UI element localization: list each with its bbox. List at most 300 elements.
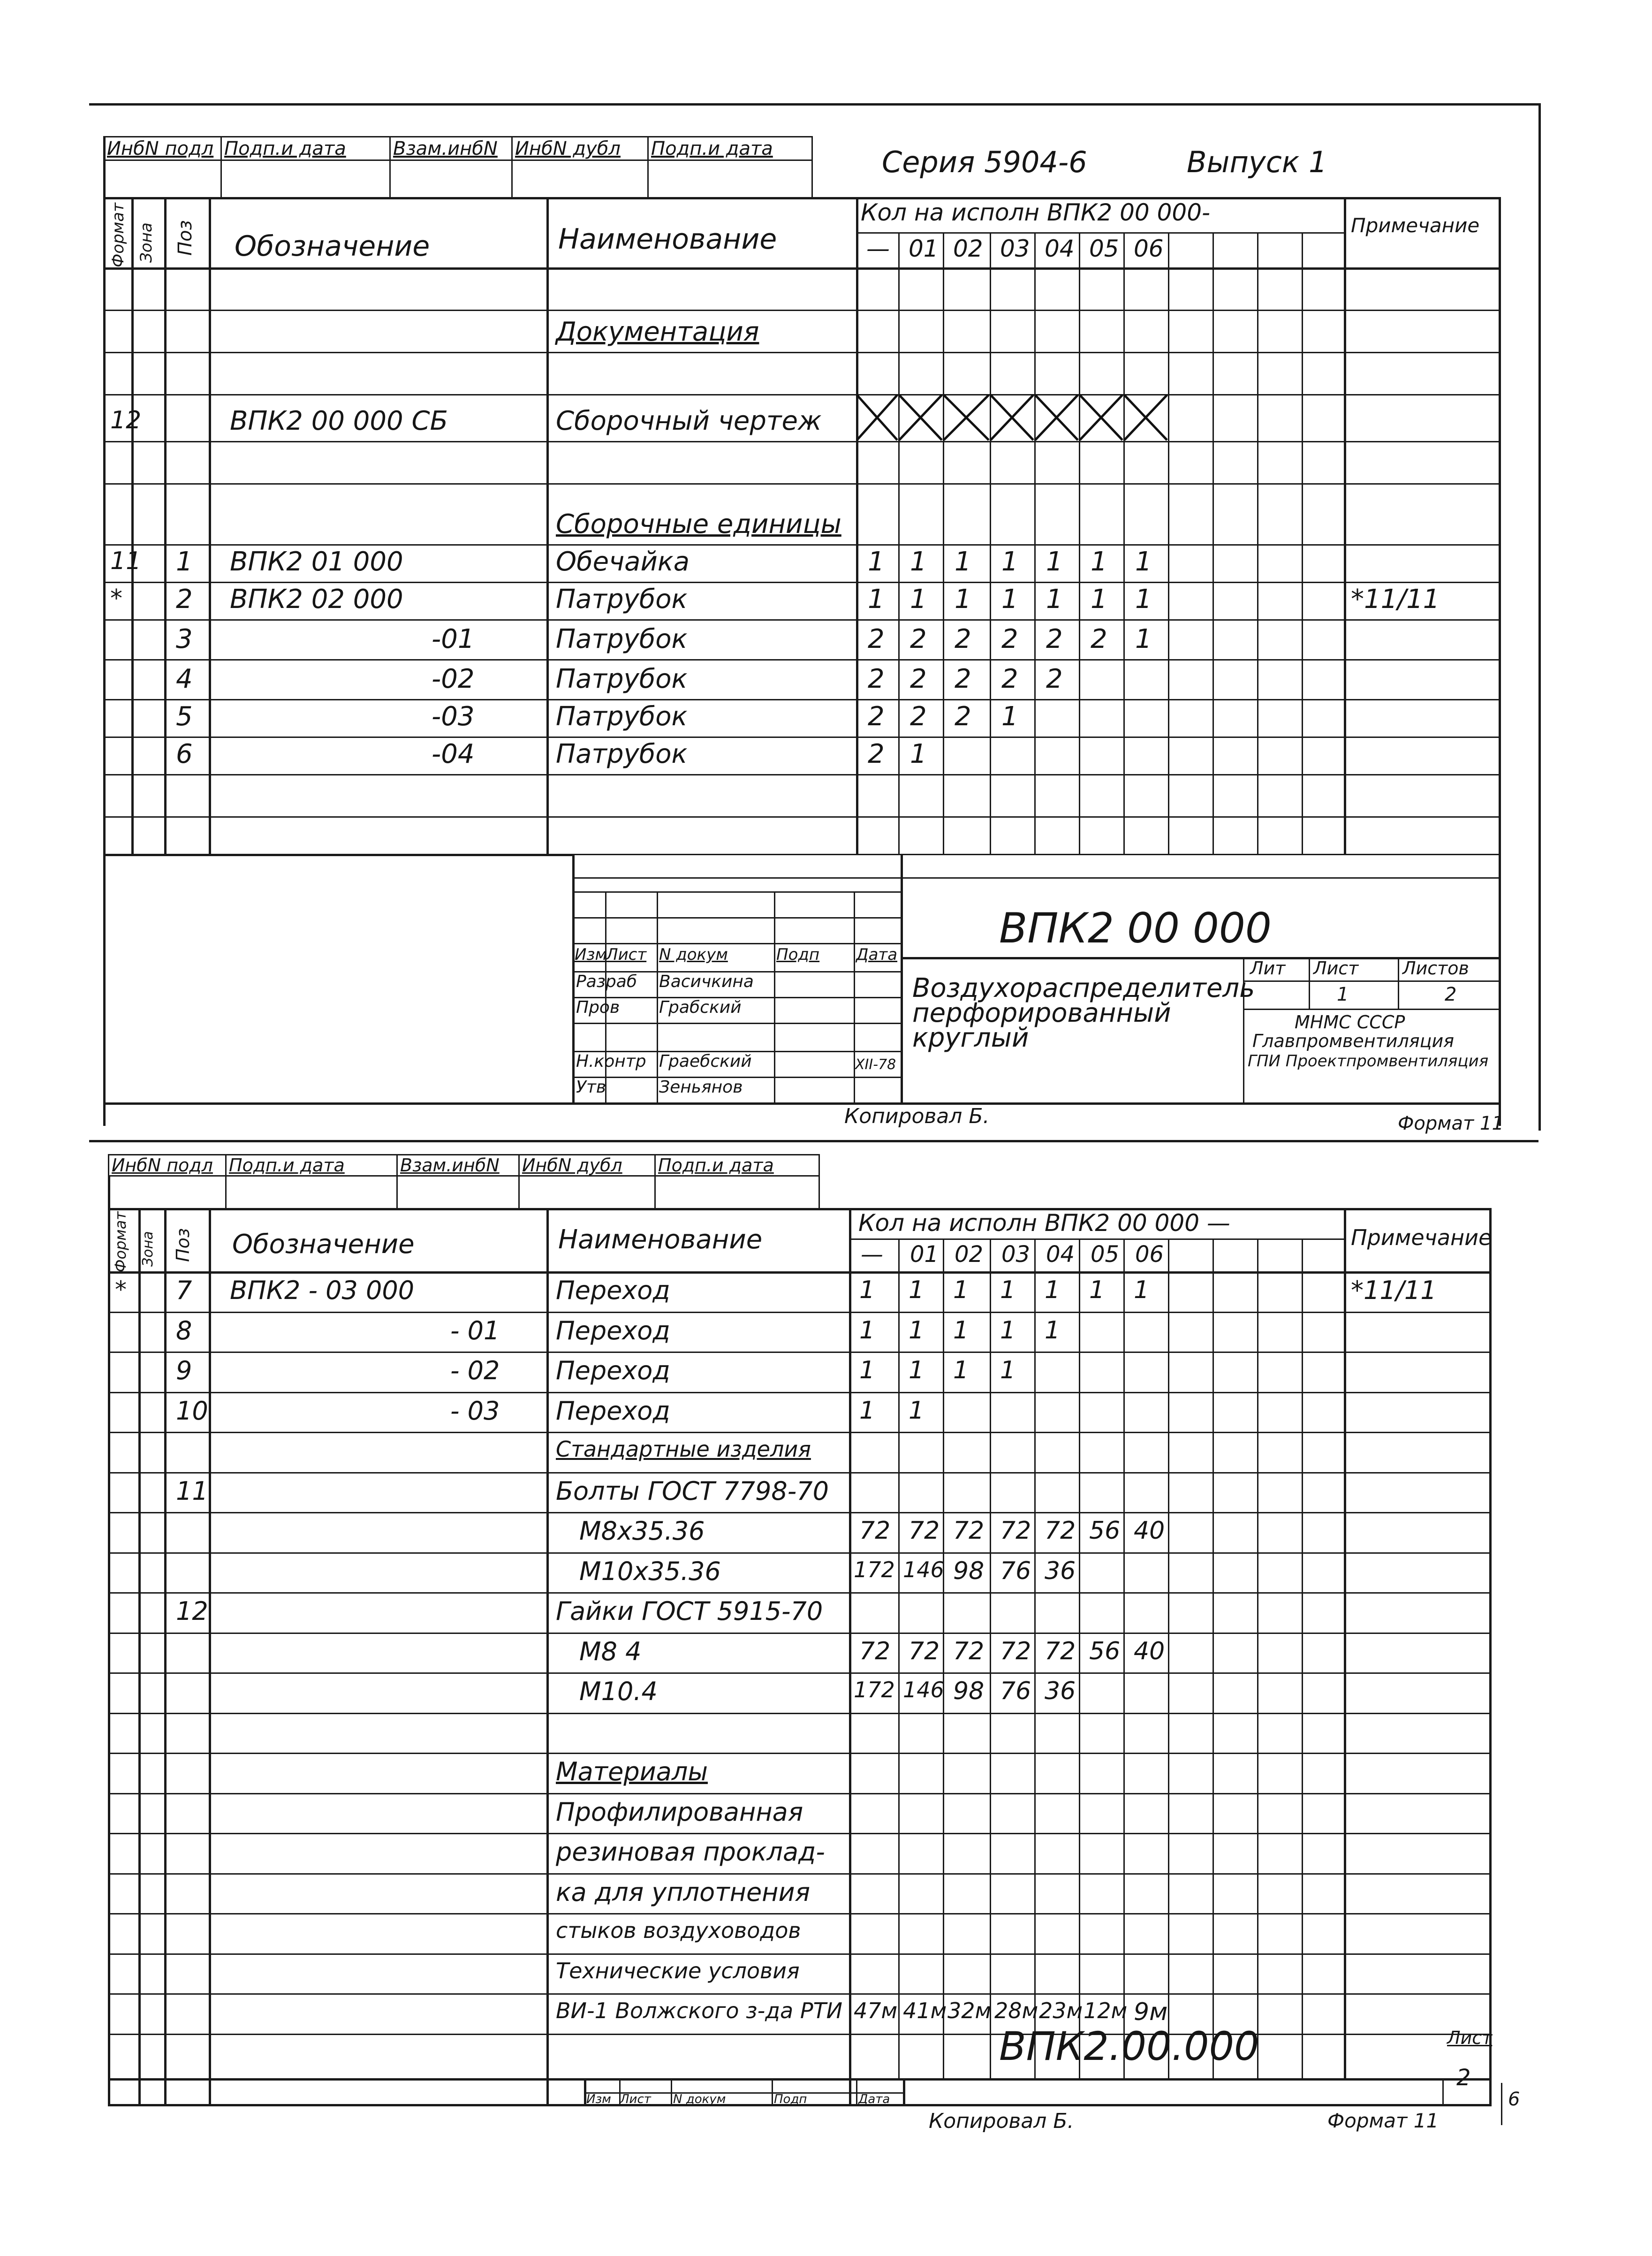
footer-col-label: Подп	[774, 2092, 807, 2106]
cell-qty: 1	[1000, 1276, 1016, 1304]
tb-col	[1398, 957, 1399, 1009]
qty2-col	[1168, 1238, 1169, 2078]
tb-col	[572, 854, 575, 1102]
row-line	[108, 2034, 1489, 2035]
header-pos: Поз	[173, 1228, 193, 1262]
note-col	[1344, 197, 1346, 854]
row-line	[108, 1913, 1489, 1914]
cell-qty: 47м	[854, 1998, 898, 2023]
cell-pos: 5	[176, 701, 193, 732]
issue-label: Выпуск 1	[1187, 145, 1327, 179]
qty2-header-split	[849, 1238, 1344, 1240]
tb-col	[1309, 957, 1310, 1009]
row-line	[108, 1672, 1489, 1674]
cell-qty: 98	[953, 1557, 985, 1585]
qty-col	[898, 232, 900, 854]
cell-name: Сборочные единицы	[556, 509, 841, 539]
footer-col-label: Изм	[586, 2092, 611, 2106]
qty2-col	[1123, 1238, 1125, 2078]
cell-name: Документация	[556, 317, 759, 347]
qty-col	[990, 232, 991, 854]
cell-qty: 1	[1000, 1356, 1016, 1384]
cell-qty: 2	[868, 701, 885, 732]
cell-pos: 2	[176, 584, 193, 615]
footer-sheet-label: Лист	[1447, 2028, 1493, 2048]
cell-qty: 1	[1045, 1316, 1061, 1344]
variant-header: —	[861, 1241, 883, 1268]
table1-top	[103, 197, 1499, 199]
row-line	[108, 1432, 1489, 1433]
cell-qty: 72	[953, 1637, 985, 1665]
cell-qty: 1	[1001, 547, 1018, 577]
table1-col	[131, 197, 134, 854]
footer-sheet-value: 2	[1456, 2065, 1471, 2091]
cell-qty: 1	[1000, 1316, 1016, 1344]
cell-pos: 9	[176, 1356, 192, 1385]
cell-qty: 72	[1000, 1637, 1031, 1665]
header-qty-group: Кол на исполн ВПК2 00 000 —	[858, 1209, 1230, 1237]
cell-name: М8х35.36	[579, 1516, 705, 1546]
cell-qty: 72	[1045, 1637, 1076, 1665]
row-line	[103, 582, 1499, 583]
stamp-header-label: ИнбN дубл	[522, 1155, 622, 1176]
table2-col	[546, 1208, 549, 2104]
tb-role: Н.контр	[576, 1052, 646, 1071]
variant-header: 06	[1134, 235, 1164, 262]
row-line	[103, 659, 1499, 661]
tb-col-label: Лист	[606, 945, 647, 964]
cell-name: Переход	[556, 1356, 670, 1385]
tb-person: Васичкина	[659, 972, 754, 991]
row-line	[108, 1392, 1489, 1393]
stamp-divider	[220, 136, 222, 197]
variant-header: 02	[953, 235, 983, 262]
stamp2-divider	[818, 1154, 820, 1208]
cell-pos: 1	[176, 547, 193, 577]
cross-mark	[1079, 394, 1123, 441]
footer-col	[671, 2078, 672, 2106]
tb-col-label: Изм	[575, 945, 607, 964]
header-format: Формат	[112, 1211, 129, 1272]
tb-sheet-value: 1	[1337, 984, 1349, 1005]
tb-role: Разраб	[576, 972, 637, 991]
stamp-header-label: Подп.и дата	[658, 1155, 774, 1176]
sheet-separator	[89, 1140, 1538, 1142]
variant-header: 06	[1135, 1241, 1164, 1268]
cell-qty: 1	[1001, 584, 1018, 615]
tb-date: XII-78	[855, 1056, 896, 1073]
cell-qty: 2	[1001, 624, 1018, 654]
cross-mark	[943, 394, 990, 441]
cell-qty: 2	[955, 701, 971, 732]
cross-mark	[856, 394, 898, 441]
qty-col	[856, 197, 857, 854]
cross-mark	[1034, 394, 1079, 441]
cell-qty: 2	[868, 624, 885, 654]
cell-qty: 1	[953, 1276, 969, 1304]
table1-col	[103, 197, 106, 854]
tb-line	[1243, 980, 1499, 982]
cell-name: Технические условия	[556, 1958, 800, 1983]
row-line	[108, 1753, 1489, 1754]
cell-qty: 76	[1000, 1557, 1031, 1585]
cell-note: *11/11	[1351, 1276, 1437, 1305]
cell-name: М10х35.36	[579, 1557, 721, 1586]
cell-qty: 1	[910, 547, 927, 577]
stamp-header-label: Подп.и дата	[224, 138, 346, 160]
row-line	[103, 699, 1499, 700]
table1-header-bottom	[103, 267, 1499, 270]
footer-col	[903, 2078, 905, 2106]
cell-qty: 1	[1091, 547, 1107, 577]
qty2-col	[849, 1208, 850, 2078]
cell-qty: 1	[859, 1356, 875, 1384]
qty-col	[1079, 232, 1080, 854]
cell-qty: 1	[859, 1316, 875, 1344]
tb-org: Главпромвентиляция	[1252, 1031, 1455, 1051]
cell-qty: 72	[1000, 1517, 1031, 1545]
cell-qty: 1	[868, 584, 885, 615]
tb-lit: Лит	[1250, 958, 1286, 979]
cross-mark	[898, 394, 943, 441]
cell-pos: 10	[176, 1396, 208, 1426]
cell-qty: 1	[909, 1397, 925, 1425]
stamp-header-label: Взам.инбN	[393, 138, 498, 160]
cell-qty: 1	[868, 547, 885, 577]
stamp-header-label: ИнбN подл	[107, 138, 214, 160]
tb-org: МНМС СССР	[1295, 1012, 1405, 1033]
cell-qty: 41м	[903, 1998, 947, 2023]
row-line	[103, 394, 1499, 395]
stamp-header-label: Подп.и дата	[651, 138, 773, 160]
cell-designation: ВПК2 02 000	[230, 584, 403, 615]
cell-name: стыков воздуховодов	[556, 1918, 801, 1943]
cell-qty: 32м	[947, 1998, 992, 2023]
header-pos: Поз	[174, 220, 196, 256]
cell-designation: - 03	[450, 1396, 500, 1426]
cell-qty: 1	[953, 1356, 969, 1384]
stamp-divider	[389, 136, 391, 197]
footer-col-label: Дата	[858, 2092, 890, 2106]
variant-header: 03	[1001, 1241, 1031, 1268]
variant-header: 01	[910, 1241, 939, 1268]
cell-format: *	[115, 1276, 127, 1303]
cell-qty: 12м	[1084, 1998, 1128, 2023]
variant-header: —	[866, 235, 890, 262]
stamp2-divider	[225, 1154, 227, 1208]
cell-qty: 1	[859, 1397, 875, 1425]
header-note: Примечание	[1351, 1225, 1492, 1250]
cell-qty: 1	[1001, 701, 1018, 732]
table1-col	[164, 197, 167, 854]
tb-col	[657, 891, 658, 1102]
cell-qty: 2	[868, 739, 885, 769]
qty2-col	[898, 1238, 900, 2078]
cell-qty: 1	[909, 1276, 925, 1304]
row-line	[103, 816, 1499, 818]
sheet1-right-border	[1499, 197, 1501, 1126]
cell-designation: ВПК2 01 000	[230, 547, 403, 577]
sheet2-right-border	[1489, 1208, 1492, 2106]
cell-qty: 172	[854, 1557, 895, 1582]
cell-name: Патрубок	[556, 624, 688, 654]
qty-col	[1257, 232, 1258, 854]
cell-format: *	[110, 585, 122, 613]
tb-line	[572, 1023, 901, 1024]
cell-qty: 1	[953, 1316, 969, 1344]
cell-qty: 28м	[994, 1998, 1038, 2023]
qty2-col	[1079, 1238, 1080, 2078]
tb-line	[572, 877, 1499, 879]
row-line	[103, 310, 1499, 311]
stamp-top	[103, 136, 811, 137]
cell-name: Патрубок	[556, 584, 688, 615]
tb-line	[1243, 1009, 1499, 1010]
cell-qty: 1	[909, 1316, 925, 1344]
qty-col	[943, 232, 944, 854]
stamp-divider	[511, 136, 513, 197]
tb-sheet: Лист	[1313, 958, 1359, 979]
cell-name: ВИ-1 Волжского з-да РТИ	[556, 1998, 843, 2023]
header-zone: Зона	[137, 222, 156, 263]
footer-top	[108, 2078, 1489, 2081]
cell-qty: 2	[1046, 624, 1063, 654]
table2-top	[108, 1208, 1489, 1210]
qty2-col	[1212, 1238, 1214, 2078]
table2-col	[164, 1208, 167, 2104]
sheet1-bottom	[103, 1102, 1499, 1105]
tb-person: Зеньянов	[659, 1078, 743, 1097]
cell-note: *11/11	[1351, 584, 1440, 615]
header-qty-group: Кол на исполн ВПК2 00 000-	[861, 199, 1211, 226]
cell-qty: 1	[1135, 584, 1152, 615]
cell-name: Обечайка	[556, 547, 690, 577]
row-line	[103, 737, 1499, 738]
cell-name: резиновая проклад-	[556, 1837, 825, 1867]
sheet2-left-border	[108, 1175, 110, 2104]
cell-pos: 6	[176, 739, 193, 769]
cell-qty: 36	[1045, 1557, 1076, 1585]
tb-line	[572, 943, 901, 944]
row-line	[108, 1472, 1489, 1474]
cell-name: Патрубок	[556, 664, 688, 694]
cell-qty: 1	[909, 1356, 925, 1384]
tb-person: Грабский	[659, 998, 742, 1017]
variant-header: 03	[1000, 235, 1030, 262]
footer-col-label: N докум	[673, 2092, 726, 2106]
cell-qty: 146	[903, 1677, 944, 1702]
cell-qty: 2	[1091, 624, 1107, 654]
cell-designation: - 01	[450, 1316, 500, 1345]
doc-number-2: ВПК2.00.000	[999, 2023, 1259, 2069]
tb-col-label: Подп	[776, 945, 820, 964]
stamp-header-label: ИнбN дубл	[515, 138, 621, 160]
cell-qty: 2	[910, 624, 927, 654]
cell-qty: 56	[1089, 1517, 1121, 1545]
tb-person: Граебский	[659, 1052, 752, 1071]
stamp2-divider	[396, 1154, 398, 1208]
qty2-col	[1257, 1238, 1258, 2078]
table2-header-bottom	[108, 1271, 1489, 1274]
tb-col-label: N докум	[659, 945, 728, 964]
qty-col	[1123, 232, 1125, 854]
stamp-header-label: Взам.инбN	[400, 1155, 500, 1176]
cell-qty: 1	[1089, 1276, 1105, 1304]
cell-designation: -04	[432, 739, 475, 769]
table1-col	[546, 197, 549, 854]
cell-qty: 1	[1134, 1276, 1150, 1304]
cell-qty: 40	[1134, 1637, 1165, 1665]
cell-name: Патрубок	[556, 701, 688, 732]
tb-role: Утв	[576, 1078, 606, 1097]
cell-qty: 56	[1089, 1637, 1121, 1665]
cell-designation: -03	[432, 701, 475, 732]
cell-qty: 9м	[1134, 1998, 1168, 2026]
cell-name: М8 4	[579, 1637, 642, 1666]
qty-col	[1212, 232, 1214, 854]
format-label: Формат 11	[1398, 1113, 1504, 1134]
header-designation: Обозначение	[235, 230, 430, 263]
cell-qty: 72	[909, 1637, 940, 1665]
cell-qty: 172	[854, 1677, 895, 1702]
tb-line	[572, 891, 901, 893]
cell-qty: 2	[910, 701, 927, 732]
cell-qty: 72	[909, 1517, 940, 1545]
row-line	[108, 1512, 1489, 1513]
qty2-col	[1302, 1238, 1303, 2078]
table2-col	[138, 1208, 141, 2104]
cell-name: Материалы	[556, 1757, 708, 1786]
cell-qty: 98	[953, 1677, 985, 1705]
cell-qty: 2	[955, 664, 971, 694]
frame-top-line	[89, 103, 1538, 106]
tb-sheets: Листов	[1402, 958, 1469, 979]
row-line	[103, 352, 1499, 353]
cell-name: Переход	[556, 1316, 670, 1345]
cell-pos: 11	[176, 1476, 208, 1506]
cell-qty: 40	[1134, 1517, 1165, 1545]
row-line	[108, 1953, 1489, 1955]
cell-qty: 72	[859, 1517, 891, 1545]
cell-name: Болты ГОСТ 7798-70	[556, 1476, 829, 1506]
row-line	[108, 1993, 1489, 1995]
cell-qty: 2	[1046, 664, 1063, 694]
cell-name: Профилированная	[556, 1797, 803, 1827]
cell-designation: ВПК2 - 03 000	[230, 1276, 415, 1305]
tb-col	[774, 891, 775, 1102]
copied-label-2: Копировал Б.	[929, 2109, 1074, 2133]
row-line	[103, 441, 1499, 442]
row-line	[103, 619, 1499, 621]
cell-name: ка для уплотнения	[556, 1877, 811, 1907]
cell-qty: 146	[903, 1557, 944, 1582]
header-format: Формат	[109, 203, 128, 267]
row-line	[108, 1633, 1489, 1634]
qty-col	[1168, 232, 1169, 854]
cell-name: М10.4	[579, 1677, 658, 1706]
tb-role: Пров	[576, 998, 620, 1017]
row-line	[108, 1312, 1489, 1313]
tb-col	[901, 854, 903, 1102]
cell-pos: 8	[176, 1316, 192, 1345]
cell-pos: 3	[176, 624, 193, 654]
row-line	[103, 483, 1499, 485]
variant-header: 05	[1091, 1241, 1120, 1268]
page-mark-line	[1501, 2083, 1502, 2125]
stamp-header-label: ИнбN подл	[112, 1155, 213, 1176]
table1-bottom	[103, 854, 572, 856]
series-label: Серия 5904-6	[882, 145, 1087, 179]
cell-designation: -02	[432, 664, 475, 694]
cell-pos: 4	[176, 664, 193, 694]
row-line	[108, 1352, 1489, 1353]
header-name: Наименование	[558, 1224, 763, 1255]
cell-qty: 1	[1091, 584, 1107, 615]
cell-name: Стандартные изделия	[556, 1436, 811, 1462]
row-line	[103, 774, 1499, 775]
header-designation: Обозначение	[232, 1229, 415, 1260]
row-line	[108, 1713, 1489, 1714]
cell-qty: 72	[859, 1637, 891, 1665]
row-line	[108, 1592, 1489, 1594]
tb-org: ГПИ Проектпромвентиляция	[1248, 1052, 1489, 1071]
cell-name: Переход	[556, 1396, 670, 1426]
header-zone: Зона	[140, 1231, 156, 1267]
cell-qty: 1	[1045, 1276, 1061, 1304]
cell-qty: 2	[955, 624, 971, 654]
header-note: Примечание	[1351, 214, 1480, 237]
cell-qty: 2	[910, 664, 927, 694]
cell-format: 11	[110, 547, 142, 575]
cell-designation: - 02	[450, 1356, 500, 1385]
cell-qty: 72	[1045, 1517, 1076, 1545]
qty2-col	[943, 1238, 944, 2078]
qty-header-split	[856, 232, 1344, 234]
row-line	[108, 1833, 1489, 1834]
qty2-col	[1034, 1238, 1036, 2078]
row-line	[108, 1873, 1489, 1875]
copied-label: Копировал Б.	[844, 1104, 990, 1128]
stamp2-divider	[654, 1154, 656, 1208]
cell-name: Гайки ГОСТ 5915-70	[556, 1596, 823, 1626]
cell-qty: 1	[910, 739, 927, 769]
qty-col	[1302, 232, 1303, 854]
stamp-divider	[811, 136, 813, 197]
cell-qty: 72	[953, 1517, 985, 1545]
cell-designation: ВПК2 00 000 СБ	[230, 406, 448, 436]
stamp2-divider	[518, 1154, 520, 1208]
product-name: Воздухораспределитель перфорированный круглый	[912, 973, 1255, 1054]
cell-name: Переход	[556, 1276, 670, 1305]
variant-header: 01	[909, 235, 939, 262]
variant-header: 02	[955, 1241, 984, 1268]
stamp-header-label: Подп.и дата	[229, 1155, 345, 1176]
cell-qty: 2	[868, 664, 885, 694]
tb-sheets-value: 2	[1445, 984, 1457, 1005]
doc-number: ВПК2 00 000	[999, 904, 1272, 952]
cell-qty: 1	[1135, 547, 1152, 577]
variant-header: 04	[1045, 235, 1075, 262]
table2-col	[209, 1208, 211, 2104]
cell-name: Патрубок	[556, 739, 688, 769]
cell-designation: -01	[432, 624, 475, 654]
cell-name: Сборочный чертеж	[556, 406, 822, 436]
variant-header: 05	[1089, 235, 1119, 262]
cell-qty: 2	[1001, 664, 1018, 694]
row-line	[108, 1793, 1489, 1794]
format-label-2: Формат 11	[1327, 2109, 1439, 2132]
cell-qty: 1	[955, 584, 971, 615]
